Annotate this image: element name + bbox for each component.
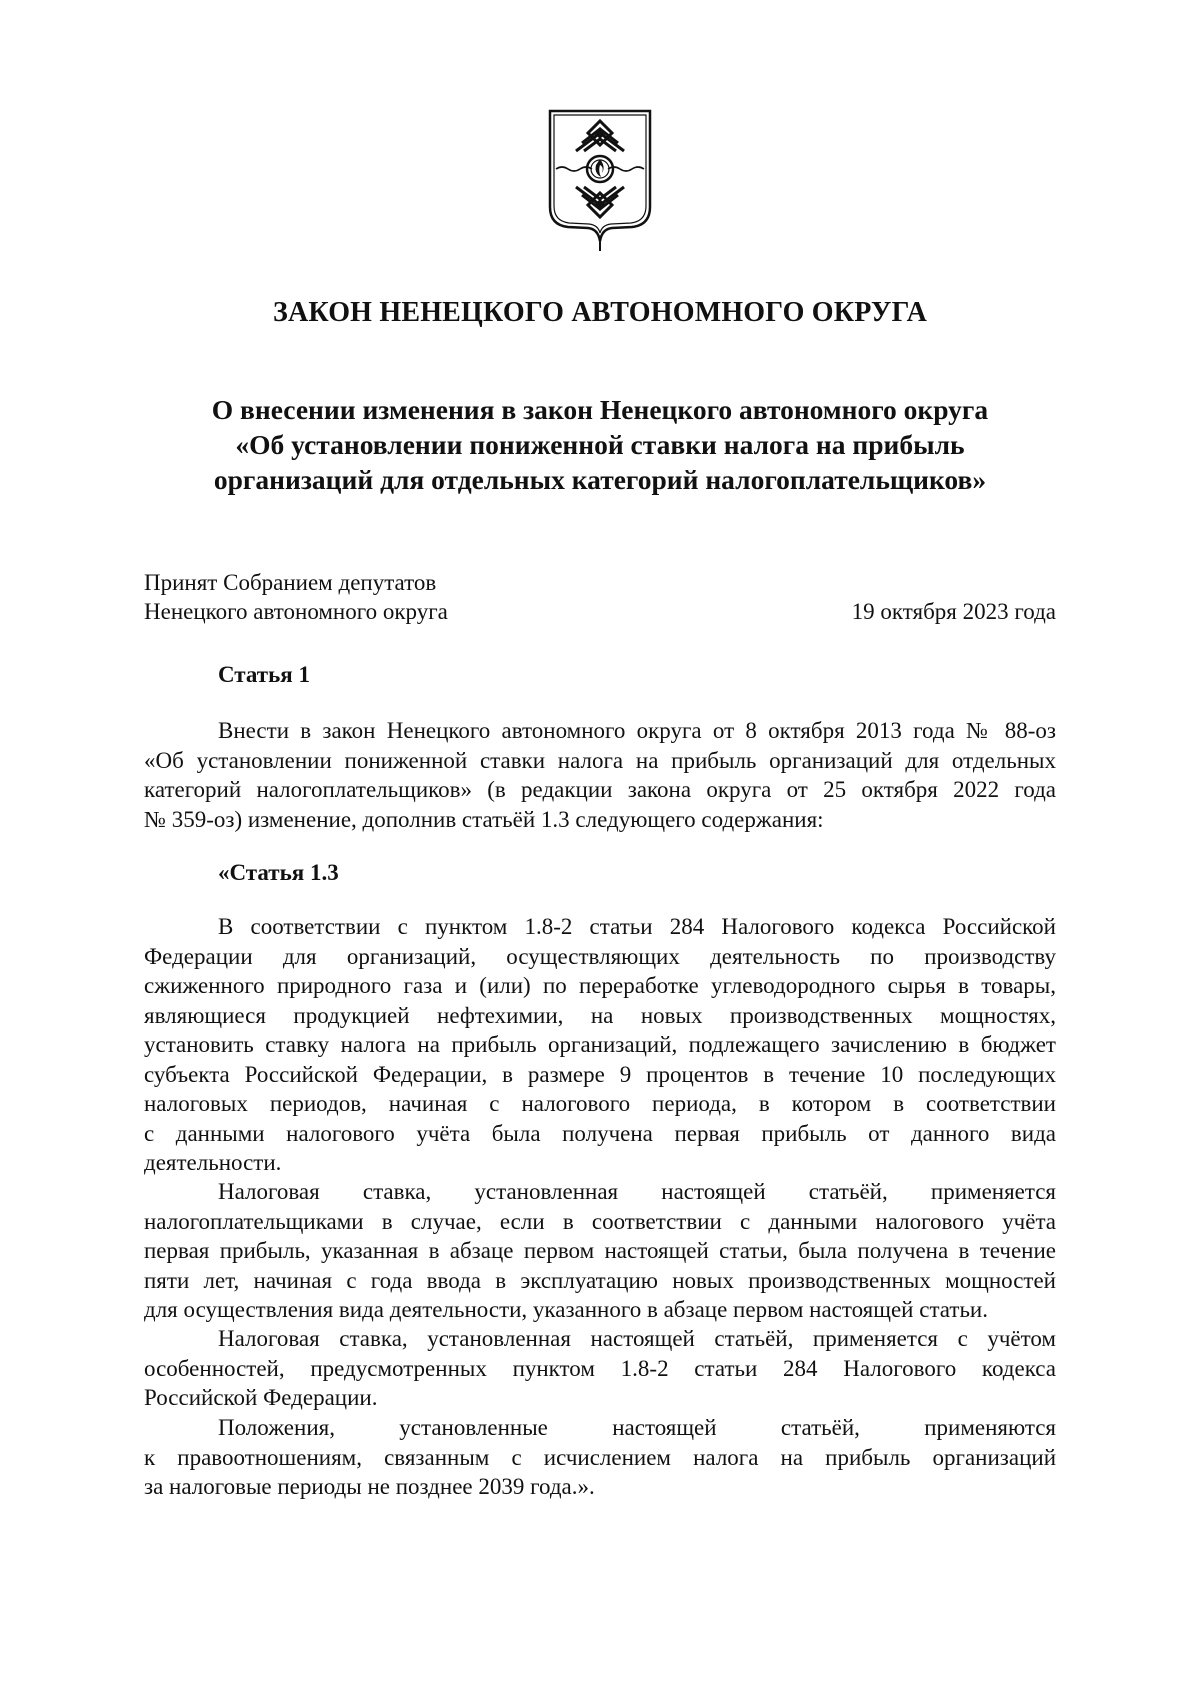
article-1-3-paragraph-3	[144, 1324, 1056, 1413]
subtitle-line: «Об установлении пониженной ставки налога на прибыль	[235, 429, 965, 460]
article-1-heading: Статья 1	[218, 662, 310, 687]
text-line: для осуществления вида деятельности, указанного в абзаце первом настоящей статьи.	[144, 1297, 988, 1322]
text-line: налоговых периодов, начиная с налогового периода, в котором в соответствии	[144, 1091, 1056, 1116]
text-line: первая прибыль, указанная в абзаце первом настоящей статьи, была получена в течение	[144, 1238, 1056, 1263]
text-line: к правоотношениям, связанным с исчислением налога на прибыль организаций	[144, 1444, 1056, 1470]
text-line: за налоговые периоды не позднее 2039 года.».	[144, 1474, 595, 1499]
text-line: установить ставку налога на прибыль организаций, подлежащего зачислению в бюджет	[144, 1032, 1056, 1057]
adoption-line: Ненецкого автономного округа	[144, 599, 448, 624]
text-line: Налоговая ставка, установленная настоящей статьёй, применяется	[218, 1179, 1056, 1204]
text-line: пяти лет, начиная с года ввода в эксплуатацию новых производственных мощностей	[144, 1267, 1056, 1293]
text-line: являющиеся продукцией нефтехимии, на новых производственных мощностях,	[144, 1002, 1056, 1028]
text-line: № 359-оз) изменение, дополнив статьёй 1.3 следующего содержания:	[144, 806, 824, 832]
text-line: Внести в закон Ненецкого автономного округа от 8 октября 2013 года № 88-оз	[218, 718, 1056, 743]
law-subtitle	[100, 392, 1100, 497]
text-line: субъекта Российской Федерации, в размере 9 процентов в течение 10 последующих	[144, 1061, 1056, 1087]
text-line: Российской Федерации.	[144, 1385, 378, 1410]
text-line: Федерации для организаций, осуществляющих деятельность по производству	[144, 943, 1056, 969]
text-line: сжиженного природного газа и (или) по переработке углеводородного сырья в товары,	[144, 973, 1056, 998]
subtitle-line: О внесении изменения в закон Ненецкого автономного округа	[211, 394, 989, 425]
text-line: налогоплательщиками в случае, если в соответствии с данными налогового учёта	[144, 1208, 1056, 1234]
coat-of-arms-emblem	[546, 107, 654, 255]
text-line: В соответствии с пунктом 1.8-2 статьи 284 Налогового кодекса Российской	[218, 914, 1056, 939]
subtitle-line: организаций для отдельных категорий налогоплательщиков»	[213, 464, 987, 495]
text-line: особенностей, предусмотренных пунктом 1.8-2 статьи 284 Налогового кодекса	[144, 1355, 1056, 1381]
adoption-line: Принят Собранием депутатов	[144, 570, 437, 595]
adoption-date: 19 октября 2023 года	[851, 599, 1056, 624]
text-line: Положения, установленные настоящей статьёй, применяются	[218, 1415, 1056, 1440]
text-line: Налоговая ставка, установленная настоящей статьёй, применяется с учётом	[218, 1326, 1056, 1351]
text-line: «Об установлении пониженной ставки налога на прибыль организаций для отдельных	[144, 747, 1056, 773]
adoption-statement	[144, 568, 448, 626]
article-1-3-paragraph-4	[144, 1413, 1056, 1502]
text-line: с данными налогового учёта была получена первая прибыль от данного вида	[144, 1120, 1056, 1146]
article-1-3-paragraph-2	[144, 1177, 1056, 1325]
article-1-3-paragraph-1	[144, 912, 1056, 1178]
text-line: категорий налогоплательщиков» (в редакции закона округа от 25 октября 2022 года	[144, 777, 1056, 802]
law-title: ЗАКОН НЕНЕЦКОГО АВТОНОМНОГО ОКРУГА	[272, 297, 927, 328]
article-1-text	[144, 716, 1056, 834]
text-line: деятельности.	[144, 1150, 282, 1175]
article-1-3-heading: «Статья 1.3	[218, 860, 339, 885]
